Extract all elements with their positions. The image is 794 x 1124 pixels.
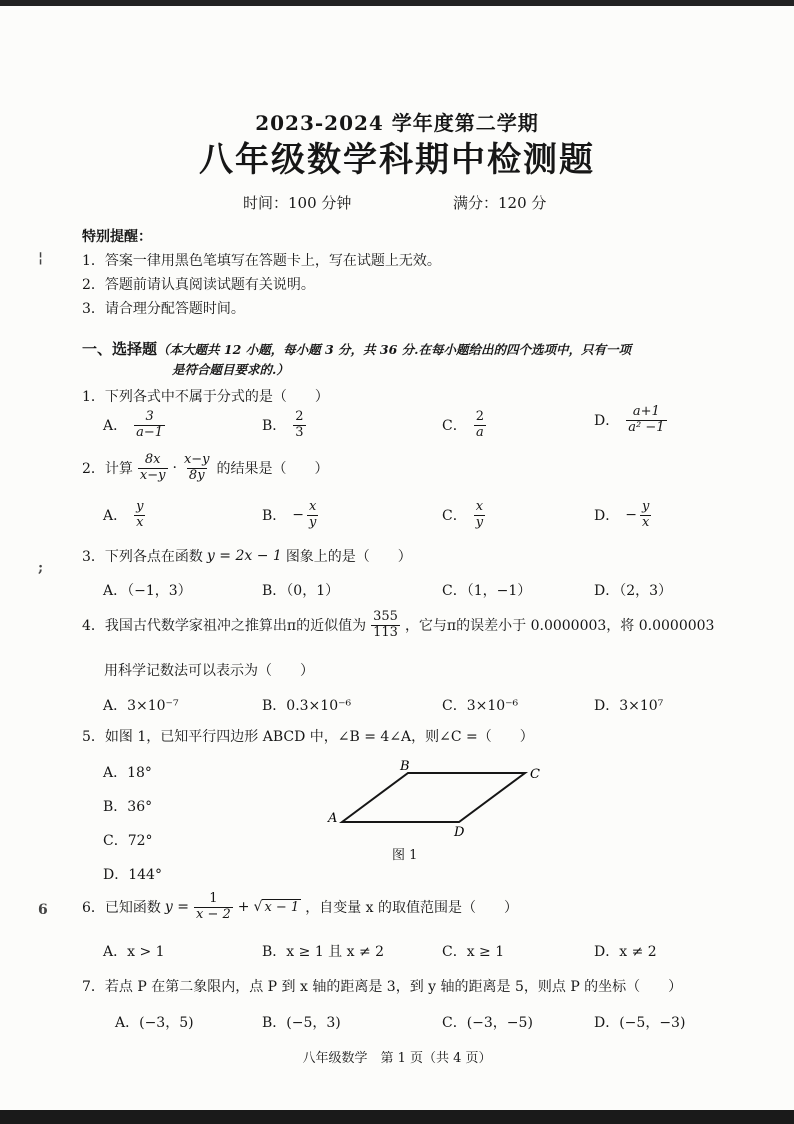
q2-a-den: x: [136, 514, 144, 530]
notice-item-3: 3．请合理分配答题时间。: [82, 301, 245, 317]
q2-d-num: y: [641, 499, 650, 514]
q5-option-c: C．72°: [103, 833, 153, 849]
q2-f2-num: x−y: [183, 452, 210, 467]
q6-radicand: x − 1: [264, 900, 300, 916]
point-c-label: C: [530, 767, 540, 782]
q6-f-den: x − 2: [196, 906, 231, 922]
scan-bottom-edge: [0, 1110, 794, 1124]
q6-option-c: C．x ≥ 1: [442, 944, 505, 960]
q7-option-d: D．(−5，−3): [594, 1015, 686, 1031]
sqrt-sign-icon: √: [253, 899, 263, 916]
q1-d-den: a² −1: [628, 419, 665, 435]
q6-stem-pre: 6．已知函数: [82, 900, 161, 917]
q1-a-label: A．: [103, 418, 128, 435]
q2-d-sign: −: [625, 507, 637, 524]
margin-mark-3: 6: [38, 902, 48, 918]
q2-a-label: A．: [103, 508, 128, 525]
q1-d-fraction: [626, 405, 666, 436]
q2-a-fraction: [134, 500, 145, 531]
notice-item-2: 2．答题前请认真阅读试题有关说明。: [82, 277, 315, 293]
q6-option-d: D．x ≠ 2: [594, 944, 657, 960]
notice-title: 特别提醒：: [82, 229, 152, 245]
q2-d-label: D．: [594, 508, 620, 525]
q2-option-d: [594, 500, 652, 531]
q2-stem: [82, 453, 329, 484]
point-d-label: D: [454, 825, 465, 838]
q4-stem-line-2: 用科学记数法可以表示为（ ）: [104, 663, 314, 679]
q6-stem: [82, 892, 518, 923]
q2-c-num: x: [475, 499, 484, 514]
q2-b-num: x: [309, 499, 317, 514]
q2-f2-den: 8y: [188, 467, 205, 483]
section-label: 一、选择题: [82, 340, 158, 358]
q4-f-den: 113: [373, 624, 398, 640]
q3-option-b: B．（0，1）: [262, 583, 340, 599]
q7-option-b: B．(−5，3): [262, 1015, 341, 1031]
q1-a-num: 3: [145, 409, 154, 424]
q2-a-num: y: [136, 499, 144, 514]
q1-a-fraction: [134, 410, 165, 441]
q7-option-c: C．(−3，−5): [442, 1015, 533, 1031]
parallelogram-shape: [342, 773, 525, 822]
q4-stem-post: ，它与π的误差小于 0.0000003，将 0.0000003: [404, 618, 715, 635]
q5-stem: 5．如图 1，已知平行四边形 ABCD 中，∠B = 4∠A，则∠C =（ ）: [82, 729, 534, 745]
notice-item-1: 1．答案一律用黑色笔填写在答题卡上，写在试题上无效。: [82, 253, 441, 269]
q1-option-a: [103, 410, 166, 441]
q1-c-num: 2: [475, 409, 484, 424]
q5-option-b: B．36°: [103, 799, 153, 815]
q1-a-den: a−1: [136, 424, 164, 440]
q1-c-label: C．: [442, 418, 467, 435]
q6-fraction: [194, 892, 233, 923]
q2-b-fraction: [307, 500, 318, 531]
page-title: 八年级数学科期中检测题: [199, 140, 595, 180]
exam-score: 满分：120 分: [453, 194, 547, 212]
q2-d-fraction: [640, 500, 651, 531]
page-footer: 八年级数学 第 1 页（共 4 页）: [302, 1051, 492, 1066]
q4-option-d: D．3×10⁷: [594, 698, 664, 714]
q3-option-d: D．（2，3）: [594, 583, 673, 599]
q3-option-c: C．（1，−1）: [442, 583, 532, 599]
q1-d-label: D．: [594, 413, 620, 430]
q4-stem: [82, 610, 714, 641]
q1-b-label: B．: [262, 418, 287, 435]
q1-d-num: a+1: [632, 404, 660, 419]
q1-option-d: [594, 405, 668, 436]
margin-mark-1: ¦: [38, 250, 44, 266]
section-1-heading: [82, 338, 631, 359]
q2-option-c: [442, 500, 486, 531]
section-note-line-1: （本大题共 12 小题，每小题 3 分，共 36 分.在每小题给出的四个选项中，只有一项: [157, 342, 631, 357]
q5-option-d: D．144°: [103, 867, 162, 883]
year-line: 2023-2024 学年度第二学期: [255, 111, 539, 135]
q4-stem-pre: 4．我国古代数学家祖冲之推算出π的近似值为: [82, 618, 367, 635]
q3-function: y = 2x − 1: [206, 548, 282, 564]
q3-stem-pre: 3．下列各点在函数: [82, 549, 203, 565]
scan-top-edge: [0, 0, 794, 6]
q7-stem: 7．若点 P 在第二象限内，点 P 到 x 轴的距离是 3，到 y 轴的距离是 5，则点 P 的坐标（ ）: [82, 979, 683, 995]
q2-stem-pre: 2．计算: [82, 461, 133, 478]
section-note-line-2: 是符合题目要求的.）: [172, 362, 289, 377]
q2-f1-num: 8x: [144, 452, 161, 467]
q3-stem: [82, 546, 412, 566]
q4-fraction: [371, 610, 400, 641]
q6-option-b: B．x ≥ 1 且 x ≠ 2: [262, 944, 385, 960]
q4-option-a: A．3×10⁻⁷: [103, 698, 179, 714]
q4-option-c: C．3×10⁻⁶: [442, 698, 519, 714]
q2-dot: ·: [172, 460, 177, 477]
point-a-label: A: [328, 811, 338, 826]
margin-mark-2: ;: [38, 560, 44, 576]
q6-stem-post: ，自变量 x 的取值范围是（ ）: [305, 900, 518, 917]
q2-fraction-1: [138, 453, 168, 484]
q3-option-a: A．（−1，3）: [103, 583, 192, 599]
q6-y-eq: y =: [164, 899, 190, 916]
q3-stem-post: 图象上的是（ ）: [285, 549, 412, 565]
q2-option-a: [103, 500, 146, 531]
q1-b-den: 3: [295, 424, 304, 440]
q1-c-fraction: [474, 410, 486, 441]
q5-option-a: A．18°: [103, 765, 152, 781]
q2-d-den: x: [641, 514, 650, 530]
q7-option-a: A．(−3，5): [115, 1015, 194, 1031]
q4-f-num: 355: [373, 609, 398, 624]
parallelogram-figure: [320, 756, 550, 838]
q2-option-b: [262, 500, 319, 531]
q6-plus: +: [237, 899, 250, 916]
q1-b-num: 2: [295, 409, 304, 424]
q6-option-a: A．x > 1: [103, 944, 165, 960]
q1-b-fraction: [293, 410, 305, 441]
q2-f1-den: x−y: [139, 467, 166, 483]
q2-b-label: B．: [262, 508, 287, 525]
q2-b-sign: −: [292, 507, 305, 524]
q4-option-b: B．0.3×10⁻⁶: [262, 698, 352, 714]
q2-fraction-2: [182, 453, 212, 484]
q1-option-b: [262, 410, 307, 441]
q2-c-den: y: [475, 514, 484, 530]
q2-b-den: y: [309, 514, 317, 530]
q6-f-num: 1: [209, 891, 218, 906]
q2-stem-post: 的结果是（ ）: [216, 461, 329, 478]
figure-1-caption: 图 1: [392, 848, 418, 863]
point-b-label: B: [400, 759, 410, 774]
exam-time: 时间：100 分钟: [243, 194, 352, 212]
q1-option-c: [442, 410, 487, 441]
q1-c-den: a: [475, 424, 484, 440]
q6-sqrt: [254, 899, 302, 915]
q2-c-label: C．: [442, 508, 467, 525]
q2-c-fraction: [474, 500, 485, 531]
q1-stem: 1．下列各式中不属于分式的是（ ）: [82, 389, 329, 405]
